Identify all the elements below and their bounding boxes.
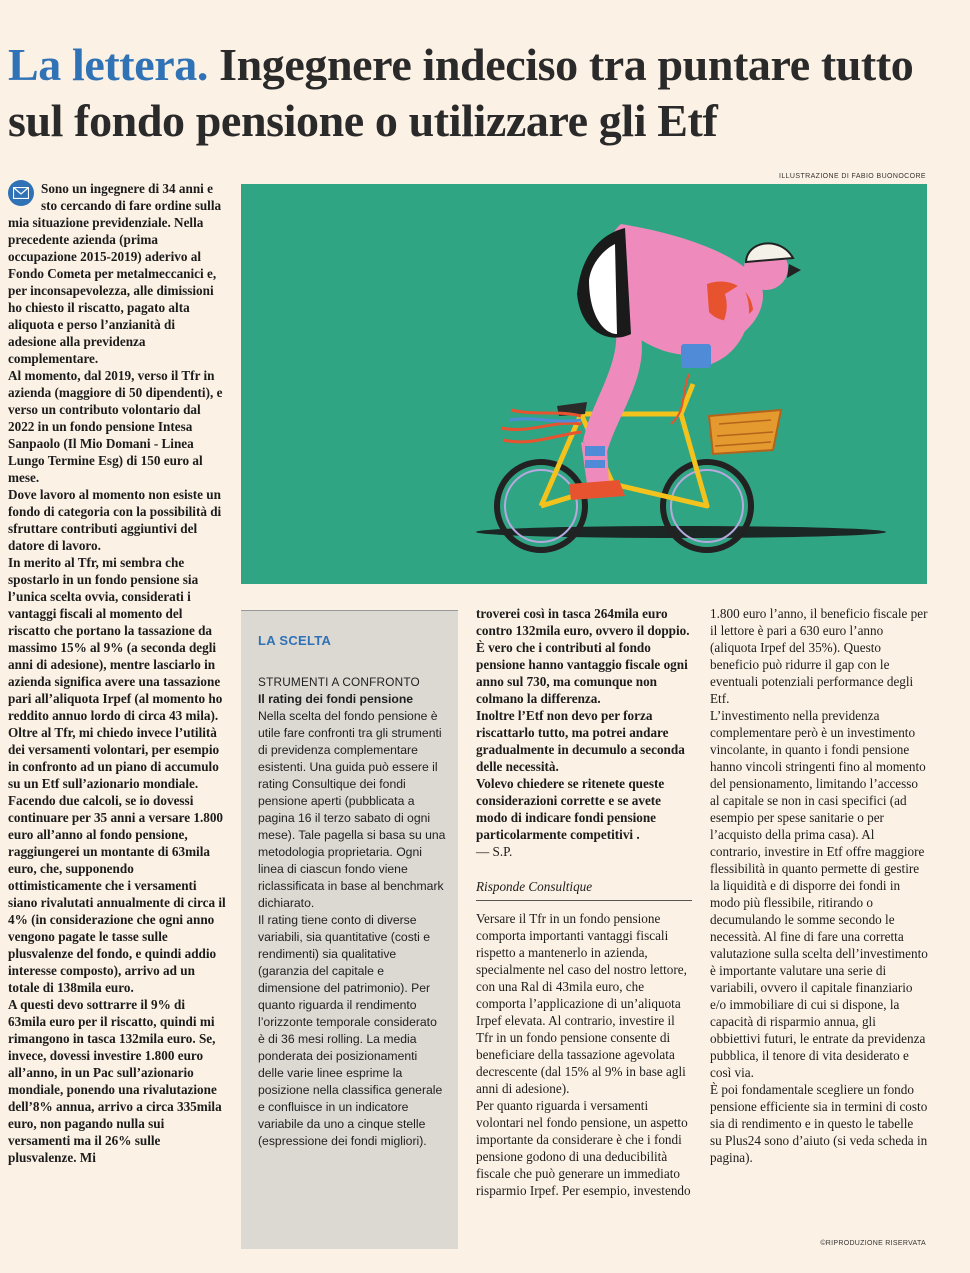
sidebar-kicker: STRUMENTI A CONFRONTO <box>258 675 420 689</box>
letter-continuation: Volevo chiedere se ritenete queste considerazioni corrette e se avete modo di indicare fondi pensione particolarmente competitivi . <box>476 776 665 842</box>
sidebar-title: Il rating dei fondi pensione <box>258 692 414 706</box>
sidebar-body <box>258 674 446 1150</box>
headline <box>8 37 958 149</box>
continuation-column <box>476 605 692 1199</box>
copyright: ©RIPRODUZIONE RISERVATA <box>820 1240 926 1247</box>
answer-paragraph: L’investimento nella previdenza complementare però è un investimento vincolante, in quanto i fondi pensione hanno vincoli stringenti fino al momento del pensionamento, limitando l’accesso al capitale se non in casi specifici (ad esempio per spese sanitarie o per l’acquisto della prima casa). Al contrario, investire in Etf offre maggiore flessibilità in quanto permette di gestire la liquidità e di disporre dei fondi in modo più flessibile, ritirando o decumulando le somme secondo le necessità. Al fine di fare una corretta valutazione sulla scelta dell’investimento è importante valutare una serie di variabili, ovvero il capitale finanziario e/o immobiliare di cui si dispone, la capacità di risparmio annua, gli obbiettivi futuri, le entrate da previdenza pubblica, il tenore di vita desiderato e così via. <box>710 708 928 1080</box>
letter-badge <box>8 180 34 206</box>
letter-paragraph: A questi devo sottrarre il 9% di 63mila euro per il riscatto, quindi mi rimangono in tasca 132mila euro. Se, invece, dovessi investire 1.800 euro all’anno, in un Pac sull’azionario mondiale, ponendo una rivalutazione dell’8% annua, arrivo a circa 335mila euro, non pagando nulla sui versamenti ma il 26% sulle plusvalenze. Mi <box>8 997 222 1165</box>
sidebar-paragraph: Il rating tiene conto di diverse variabili, sia quantitative (costi e rendimenti) sia qualitative (garanzia del capitale e dimensione del patrimonio). Per quanto riguarda il rendimento l’orizzonte temporale considerato è di 36 mesi rolling. La media ponderata dei posizionamenti delle varie linee esprime la posizione nella classifica generale e confluisce in un indicatore variabile da uno a cinque stelle (espressione dei fondi migliori). <box>258 913 443 1148</box>
answer-paragraph: Versare il Tfr in un fondo pensione comporta importanti vantaggi fiscali rispetto a mantenerlo in azienda, specialmente nel caso del nostro lettore, con una Ral di 43mila euro, che comporta l’applicazione di un’aliquota Irpef elevata. Al contrario, investire il Tfr in un fondo pensione consente di beneficiare della tassazione agevolata decrescente (dal 15% al 9% in base agli anni di adesione). <box>476 911 687 1096</box>
letter-paragraph: Al momento, dal 2019, verso il Tfr in azienda (maggiore di 50 dipendenti), e verso un contributo volontario dal 2022 in un fondo pensione Intesa Sanpaolo (Il Mio Domani - Linea Lungo Termine Esg) di 150 euro al mese. <box>8 368 223 485</box>
answer-column <box>710 605 928 1166</box>
illustration <box>241 184 927 584</box>
letter-paragraph: Oltre al Tfr, mi chiedo invece l’utilità dei versamenti volontari, per esempio in confronto ad un piano di accumulo su un Etf sull’azionario mondiale. <box>8 725 220 791</box>
headline-kicker: La lettera. <box>8 38 208 90</box>
letter-continuation: È vero che i contributi al fondo pensione hanno vantaggio fiscale ogni anno sul 730, ma comunque non colmano la differenza. <box>476 640 688 706</box>
sidebar-paragraph: Nella scelta del fondo pensione è utile fare confronti tra gli strumenti di previdenza complementare esistenti. Una guida può essere il rating Consultique dei fondi pensione aperti (pubblicata a pagina 16 il terzo sabato di ogni mese). Tale pagella si basa su una metodologia proprietaria. Ogni linea di ciascun fondo viene riclassificata in base al benchmark dichiarato. <box>258 709 446 910</box>
letter-column <box>8 180 226 1166</box>
illustration-credit: ILLUSTRAZIONE DI FABIO BUONOCORE <box>779 173 926 180</box>
headline-title: Ingegnere indeciso tra puntare tutto sul fondo pensione o utilizzare gli Etf <box>8 38 914 146</box>
letter-continuation: Inoltre l’Etf non devo per forza riscattarlo tutto, ma potrei andare gradualmente in decumulo a seconda delle necessità. <box>476 708 685 774</box>
answer-paragraph-part: 1.800 euro l’anno, il beneficio fiscale per il lettore è pari a 630 euro l’anno (aliquota Irpef del 35%). Questo beneficio può ridurre il gap con le eventuali potenziali performance degli Etf. <box>710 606 928 706</box>
letter-continuation: troverei così in tasca 264mila euro contro 132mila euro, ovvero il doppio. <box>476 606 690 638</box>
answer-label: Risponde Consultique <box>476 879 593 894</box>
divider <box>476 900 692 901</box>
answer-paragraph-part: Per quanto riguarda i versamenti volontari nel fondo pensione, un aspetto importante da considerare è che i fondi pensione godono di una deducibilità fiscale che può generare un immediato risparmio Irpef. Per esempio, investendo <box>476 1098 691 1198</box>
answer-paragraph: È poi fondamentale scegliere un fondo pensione efficiente sia in termini di costo sia di rendimento e in questo le tabelle su Plus24 sono d’aiuto (si veda scheda in pagina). <box>710 1082 928 1165</box>
letter-paragraph: Dove lavoro al momento non esiste un fondo di categoria con la possibilità di sfruttare contributi aggiuntivi del datore di lavoro. <box>8 487 222 553</box>
cyclist-illustration <box>241 184 927 584</box>
letter-paragraph: Sono un ingegnere di 34 anni e sto cercando di fare ordine sulla mia situazione previdenziale. Nella precedente azienda (prima occupazione 2015-2019) aderivo al Fondo Cometa per metalmeccanici e, per inconsapevolezza, alle dimissioni ho chiesto il riscatto, pagato alta aliquota e perso l’anzianità di adesione alla previdenza complementare. <box>8 181 222 366</box>
letter-signature: — S.P. <box>476 844 513 859</box>
envelope-icon <box>13 187 29 199</box>
letter-paragraph: Facendo due calcoli, se io dovessi continuare per 35 anni a versare 1.800 euro all’anno al fondo pensione, raggiungerei un montante di 63mila euro, che, supponendo ottimisticamente che i versamenti siano rivalutati annualmente di circa il 4% (in considerazione che ogni anno vengono pagate le tasse sulle plusvalenze del fondo, e quindi addio interesse composto), arrivo ad un totale di 138mila euro. <box>8 793 226 995</box>
sidebar-label: LA SCELTA <box>258 633 332 648</box>
letter-paragraph: In merito al Tfr, mi sembra che spostarlo in un fondo pensione sia l’unica scelta ovvia, considerati i vantaggi fiscali al momento del riscatto che portano la tassazione da massimo 15% al 9% (a seconda degli anni di adesione), mentre lasciarlo in azienda significa avere una tassazione pari all’aliquota Irpef (al momento ho reddito annuo lordo di circa 43 mila). <box>8 555 223 723</box>
sidebar-box <box>241 610 458 1249</box>
